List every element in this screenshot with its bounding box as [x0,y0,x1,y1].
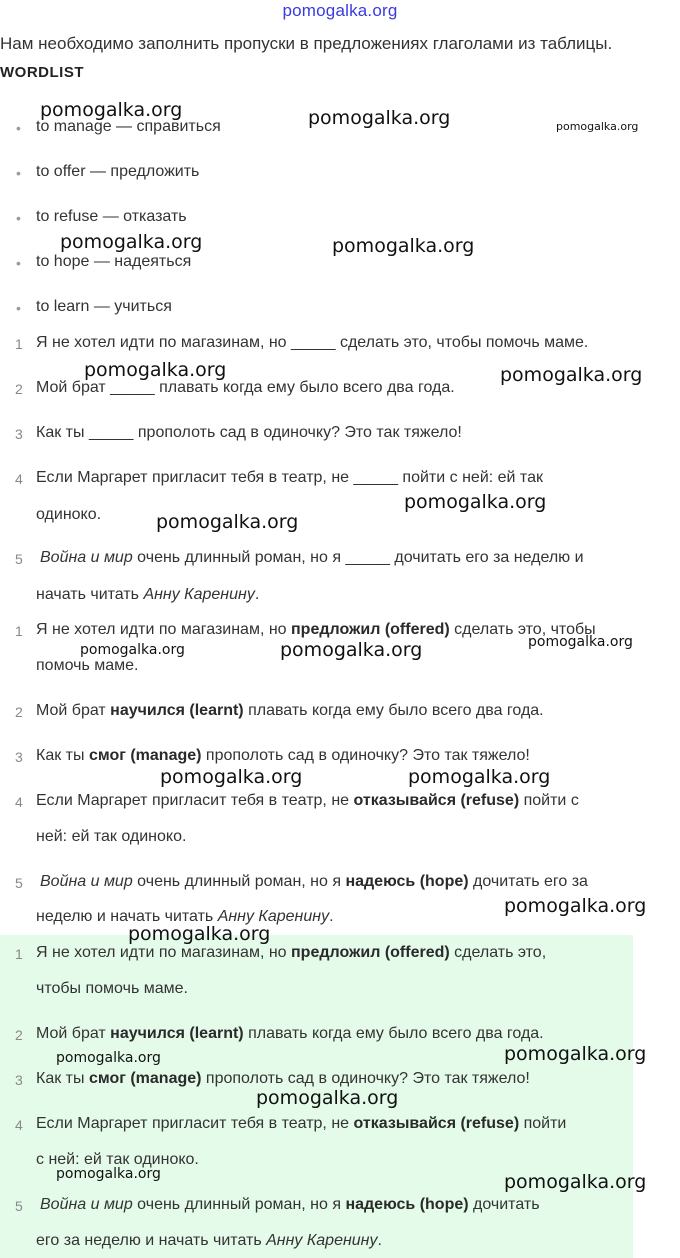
watermark: pomogalka.org [332,235,475,257]
wordlist-item: to hope — надеяться [36,253,192,270]
sentence-text: пойти с [519,792,579,809]
sentence-text: очень длинный роман, но я [132,1196,346,1213]
intro-text: Нам необходимо заполнить пропуски в предложениях глаголами из таблицы. [0,34,613,53]
answer-sentence-4 [36,792,579,810]
exercise-sentence-4: Если Маргарет пригласит тебя в театр, не _____ пойти с ней: ей так [36,469,543,486]
answer-verb: надеюсь (hope) [345,873,469,890]
watermark: pomogalka.org [504,1043,647,1065]
final-sentence-2 [36,1025,544,1043]
exercise-sentence-4-cont: одиноко. [36,506,102,523]
bullet-icon: • [16,165,21,181]
sentence-text: прополоть сад в одиночку? Это так тяжело! [201,747,530,764]
wordlist-heading: WORDLIST [0,64,84,81]
item-number: 4 [15,794,23,810]
sentence-text: плавать когда ему было всего два года. [243,1025,544,1042]
watermark: pomogalka.org [80,642,185,658]
answer-verb: смог (manage) [88,747,202,764]
sentence-text: очень длинный роман, но я _____ дочитать его за неделю и [132,549,584,566]
answer-verb: предложил (offered) [291,621,450,638]
book-title: Война и мир [40,873,133,890]
sentence-text: неделю и начать читать [36,908,218,925]
wordlist-item: to offer — предложить [36,163,200,180]
sentence-text: Мой брат [36,702,111,719]
sentence-text: сделать это, [449,944,547,961]
item-number: 5 [15,1198,23,1214]
answer-sentence-1 [36,621,596,639]
book-title: Анну Каренину [266,1232,378,1249]
answer-sentence-3 [36,747,530,765]
book-title: Война и мир [40,549,133,566]
sentence-text: Мой брат [36,1025,111,1042]
watermark: pomogalka.org [404,491,547,513]
bullet-icon: • [16,255,21,271]
watermark: pomogalka.org [84,359,227,381]
item-number: 5 [15,551,23,567]
answer-sentence-5 [40,873,588,891]
book-title: Анну Каренину [217,908,330,925]
final-sentence-4-cont: с ней: ей так одиноко. [36,1151,199,1168]
watermark: pomogalka.org [500,364,643,386]
item-number: 3 [15,426,23,442]
item-number: 3 [15,749,23,765]
watermark: pomogalka.org [60,231,203,253]
watermark: pomogalka.org [504,895,647,917]
watermark: pomogalka.org [56,1166,161,1182]
item-number: 3 [15,1072,23,1088]
sentence-text: Как ты [36,1070,89,1087]
answer-sentence-2 [36,702,544,720]
exercise-sentence-3: Как ты _____ прополоть сад в одиночку? Это так тяжело! [36,424,462,441]
sentence-text: . [254,586,260,603]
sentence-text: Как ты [36,747,89,764]
item-number: 2 [15,381,23,397]
item-number: 5 [15,875,23,891]
final-sentence-1-cont: чтобы помочь маме. [36,980,188,997]
sentence-text: . [329,908,334,925]
watermark: pomogalka.org [160,766,303,788]
answer-verb: научился (learnt) [110,702,244,719]
wordlist-item: to manage — справиться [36,118,221,135]
answer-sentence-1-cont: помочь маме. [36,657,139,674]
book-title: Анну Каренину [143,586,255,603]
answer-verb: научился (learnt) [110,1025,244,1042]
item-number: 1 [15,946,23,962]
item-number: 2 [15,704,23,720]
sentence-text: Если Маргарет пригласит тебя в театр, не [36,792,354,809]
sentence-text: плавать когда ему было всего два года. [243,702,544,719]
sentence-text: сделать это, чтобы [449,621,596,638]
exercise-sentence-1: Я не хотел идти по магазинам, но _____ сделать это, чтобы помочь маме. [36,334,589,351]
wordlist-item: to refuse — отказать [36,208,187,225]
watermark: pomogalka.org [256,1087,399,1109]
answer-verb: предложил (offered) [291,944,450,961]
sentence-text: Я не хотел идти по магазинам, но [36,621,292,638]
item-number: 4 [15,1117,23,1133]
watermark: pomogalka.org [40,99,183,121]
answer-sentence-4-cont: ней: ей так одиноко. [36,828,187,845]
watermark: pomogalka.org [528,634,633,650]
watermark: pomogalka.org [280,639,423,661]
sentence-text: Если Маргарет пригласит тебя в театр, не [36,1115,354,1132]
final-sentence-4 [36,1115,566,1133]
final-sentence-1 [36,944,546,962]
sentence-text: дочитать [468,1196,540,1213]
answer-verb: отказывайся (refuse) [353,1115,520,1132]
final-sentence-5-cont [36,1232,382,1250]
final-sentence-5 [40,1196,540,1214]
sentence-text: начать читать [36,586,144,603]
final-sentence-3 [36,1070,530,1088]
sentence-text: дочитать его за [468,873,588,890]
exercise-sentence-5-cont [36,586,259,604]
bullet-icon: • [16,300,21,316]
watermark: pomogalka.org [128,923,271,945]
exercise-sentence-2: Мой брат _____ плавать когда ему было всего два года. [36,379,455,396]
answer-verb: смог (manage) [88,1070,202,1087]
answer-verb: отказывайся (refuse) [353,792,520,809]
sentence-text: пойти [519,1115,567,1132]
sentence-text: прополоть сад в одиночку? Это так тяжело! [201,1070,530,1087]
watermark: pomogalka.org [556,120,639,133]
sentence-text: его за неделю и начать читать [36,1232,267,1249]
sentence-text: Я не хотел идти по магазинам, но [36,944,292,961]
item-number: 2 [15,1027,23,1043]
watermark: pomogalka.org [504,1171,647,1193]
sentence-text: . [377,1232,382,1249]
watermark: pomogalka.org [308,107,451,129]
watermark: pomogalka.org [56,1050,161,1066]
bullet-icon: • [16,120,21,136]
watermark: pomogalka.org [408,766,551,788]
sentence-text: очень длинный роман, но я [132,873,346,890]
exercise-sentence-5 [40,549,584,567]
bullet-icon: • [16,210,21,226]
item-number: 1 [15,336,23,352]
item-number: 4 [15,471,23,487]
book-title: Война и мир [40,1196,133,1213]
watermark: pomogalka.org [156,511,299,533]
wordlist-item: to learn — учиться [36,298,172,315]
answer-verb: надеюсь (hope) [345,1196,469,1213]
site-link[interactable]: pomogalka.org [282,1,398,20]
item-number: 1 [15,623,23,639]
